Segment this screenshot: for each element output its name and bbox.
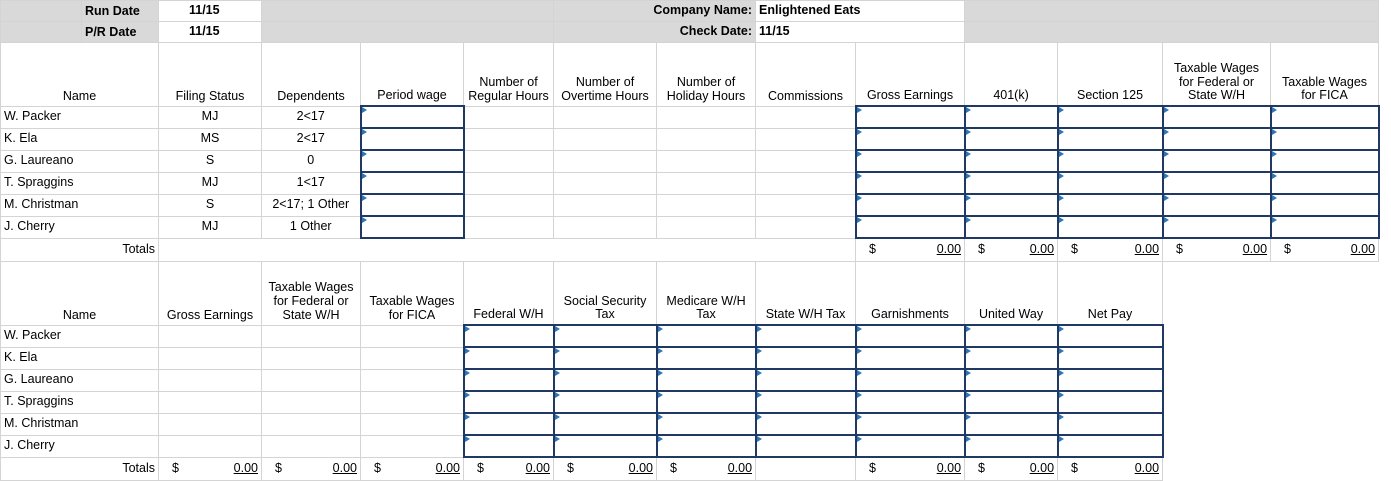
input-cell[interactable] [1058,216,1163,238]
input-cell[interactable] [554,369,657,391]
currency-symbol: $ [477,461,484,476]
input-cell[interactable] [856,172,965,194]
input-cell[interactable] [1271,150,1379,172]
input-cell[interactable] [464,369,554,391]
input-cell[interactable] [554,413,657,435]
column-header: Medicare W/H Tax [657,262,756,326]
total-amount: 0.00 [628,461,654,476]
input-cell[interactable] [1058,391,1163,413]
input-cell[interactable] [554,128,657,150]
input-cell[interactable] [554,435,657,457]
employee-name[interactable]: W. Packer [1,325,159,347]
employee-name[interactable]: M. Christman [1,413,159,435]
column-header: United Way [965,262,1058,326]
column-header: Social Security Tax [554,262,657,326]
totals-label: Totals [1,238,159,262]
total-cell[interactable] [159,457,262,481]
input-cell[interactable] [756,172,856,194]
money-value [1061,243,1159,257]
input-cell[interactable] [464,106,554,128]
employee-name[interactable]: K. Ela [1,347,159,369]
employee-name[interactable]: T. Spraggins [1,172,159,194]
input-cell[interactable] [1271,194,1379,216]
input-cell[interactable] [1271,216,1379,238]
sheet-row [1,194,1379,216]
input-cell[interactable] [1163,194,1271,216]
input-cell[interactable] [361,391,464,413]
company-name-label: Company Name: [554,1,756,22]
sheet-row [1,457,1379,481]
total-amount: 0.00 [435,460,460,475]
blank-cell [159,238,856,262]
total-cell[interactable] [965,238,1058,262]
input-cell[interactable] [657,325,756,347]
input-cell[interactable] [554,347,657,369]
input-cell[interactable] [1058,347,1163,369]
input-cell[interactable] [965,347,1058,369]
input-cell[interactable] [756,106,856,128]
input-cell[interactable] [756,347,856,369]
input-cell[interactable] [856,325,965,347]
input-cell[interactable] [756,150,856,172]
run-date-label: Run Date [81,1,158,21]
input-cell[interactable] [1271,172,1379,194]
input-cell[interactable] [856,435,965,457]
input-cell[interactable] [1163,172,1271,194]
blank-cell [1,1,159,22]
input-cell[interactable] [554,172,657,194]
column-header: Federal W/H [464,262,554,326]
blank-cell [1163,413,1379,435]
blank-cell [1,22,159,43]
column-header: Name [1,43,159,107]
money-value [1274,243,1375,257]
currency-symbol: $ [670,461,677,476]
input-cell[interactable] [159,435,262,457]
total-cell[interactable] [361,457,464,481]
total-amount: 0.00 [936,461,962,476]
sheet-row [1,435,1379,457]
input-cell[interactable] [965,216,1058,238]
currency-symbol: $ [1284,242,1291,257]
currency-symbol: $ [374,460,381,475]
input-cell[interactable] [361,435,464,457]
money-value [1166,243,1267,257]
sheet-row [1,22,1379,43]
column-header: Taxable Wages for Federal or State W/H [262,262,361,326]
sheet-row [1,106,1379,128]
input-cell[interactable] [856,369,965,391]
input-cell[interactable] [756,435,856,457]
column-header: Name [1,262,159,326]
input-cell[interactable] [756,413,856,435]
employee-name[interactable]: W. Packer [1,106,159,128]
employee-name[interactable]: G. Laureano [1,369,159,391]
total-amount: 0.00 [936,242,962,257]
input-cell[interactable] [965,435,1058,457]
total-cell[interactable] [1271,238,1379,262]
input-cell[interactable] [1058,369,1163,391]
input-cell[interactable] [657,150,756,172]
filing-status[interactable]: S [159,150,262,172]
filing-status[interactable]: MJ [159,216,262,238]
column-header: Garnishments [856,262,965,326]
column-header: Gross Earnings [856,43,965,107]
column-header: 401(k) [965,43,1058,107]
money-value [265,462,357,476]
blank-cell [1163,457,1379,481]
total-amount: 0.00 [1029,461,1055,476]
input-cell[interactable] [1271,128,1379,150]
input-cell[interactable] [1163,216,1271,238]
dependents[interactable]: 2<17 [262,106,361,128]
employee-name[interactable]: T. Spraggins [1,391,159,413]
input-cell[interactable] [657,194,756,216]
currency-symbol: $ [869,461,876,476]
total-amount: 0.00 [1134,461,1160,476]
sheet-row [1,369,1379,391]
currency-symbol: $ [1176,242,1183,257]
input-cell[interactable] [657,128,756,150]
input-cell[interactable] [657,216,756,238]
currency-symbol: $ [869,242,876,257]
blank-cell [1163,435,1379,457]
input-cell[interactable] [657,413,756,435]
input-cell[interactable] [965,413,1058,435]
input-cell[interactable] [262,347,361,369]
sheet-row [1,128,1379,150]
input-cell[interactable] [361,172,464,194]
money-value [467,462,550,476]
input-cell[interactable] [965,150,1058,172]
total-amount: 0.00 [525,461,551,476]
total-amount: 0.00 [1029,242,1055,257]
input-cell[interactable] [756,128,856,150]
input-cell[interactable] [361,216,464,238]
input-cell[interactable] [856,150,965,172]
total-cell[interactable] [965,457,1058,481]
input-cell[interactable] [1058,413,1163,435]
employee-name[interactable]: K. Ela [1,128,159,150]
total-cell[interactable] [1058,238,1163,262]
input-cell[interactable] [965,106,1058,128]
input-cell[interactable] [965,128,1058,150]
input-cell[interactable] [657,172,756,194]
employee-name[interactable]: J. Cherry [1,216,159,238]
column-header: Taxable Wages for Federal or State W/H [1163,43,1271,107]
input-cell[interactable] [464,150,554,172]
employee-name[interactable]: J. Cherry [1,435,159,457]
input-cell[interactable] [657,391,756,413]
column-header: Number of Holiday Hours [657,43,756,107]
check-date-value[interactable]: 11/15 [756,22,965,43]
input-cell[interactable] [464,325,554,347]
column-header: Period wage [361,43,464,107]
column-header: Commissions [756,43,856,107]
input-cell[interactable] [554,150,657,172]
check-date-label: Check Date: [554,22,756,43]
column-header: Taxable Wages for FICA [361,262,464,326]
input-cell[interactable] [554,194,657,216]
input-cell[interactable] [464,391,554,413]
dependents[interactable]: 2<17; 1 Other [262,194,361,216]
sheet-row [1,43,1379,107]
employee-name[interactable]: G. Laureano [1,150,159,172]
blank-cell [1163,391,1379,413]
sheet-row [1,238,1379,262]
money-value [364,462,460,476]
total-cell[interactable] [856,238,965,262]
sheet-row [1,262,1379,326]
input-cell[interactable] [856,413,965,435]
filing-status[interactable]: MJ [159,172,262,194]
currency-symbol: $ [1071,242,1078,257]
blank-cell [1163,262,1379,326]
input-cell[interactable] [262,391,361,413]
sheet-row [1,413,1379,435]
currency-symbol: $ [978,461,985,476]
column-header: Net Pay [1058,262,1163,326]
blank-cell [1163,325,1379,347]
input-cell[interactable] [159,391,262,413]
money-value [968,462,1054,476]
input-cell[interactable] [361,106,464,128]
input-cell[interactable] [965,172,1058,194]
input-cell[interactable] [361,369,464,391]
input-cell[interactable] [464,216,554,238]
money-value [859,462,961,476]
total-amount: 0.00 [1350,242,1376,257]
input-cell[interactable] [262,325,361,347]
total-amount: 0.00 [233,460,258,475]
input-cell[interactable] [262,369,361,391]
total-cell[interactable] [1058,457,1163,481]
input-cell[interactable] [1058,325,1163,347]
input-cell[interactable] [856,128,965,150]
input-cell[interactable] [464,435,554,457]
total-cell[interactable] [657,457,756,481]
sheet-row [1,325,1379,347]
money-value [1061,462,1159,476]
sheet-row [1,347,1379,369]
input-cell[interactable] [756,325,856,347]
column-header: Gross Earnings [159,262,262,326]
input-cell[interactable] [965,369,1058,391]
input-cell[interactable] [756,216,856,238]
total-cell[interactable] [464,457,554,481]
filing-status[interactable]: MJ [159,106,262,128]
dependents[interactable]: 1 Other [262,216,361,238]
blank-cell [1,1,81,21]
sheet-row [1,391,1379,413]
input-cell[interactable] [464,413,554,435]
totals-label: Totals [1,457,159,481]
column-header: Section 125 [1058,43,1163,107]
sheet-row [1,216,1379,238]
total-amount: 0.00 [1242,242,1268,257]
currency-symbol: $ [978,242,985,257]
input-cell[interactable] [361,150,464,172]
input-cell[interactable] [856,106,965,128]
input-cell[interactable] [1058,194,1163,216]
input-cell[interactable] [1058,150,1163,172]
total-cell[interactable] [262,457,361,481]
input-cell[interactable] [361,413,464,435]
money-value [557,462,653,476]
currency-symbol: $ [1071,461,1078,476]
blank-cell[interactable] [756,457,856,481]
input-cell[interactable] [361,194,464,216]
input-cell[interactable] [464,172,554,194]
input-cell[interactable] [159,413,262,435]
input-cell[interactable] [159,325,262,347]
pr-date-label: P/R Date [81,22,158,42]
input-cell[interactable] [159,369,262,391]
currency-symbol: $ [567,461,574,476]
pr-date-value[interactable]: 11/15 [159,22,262,43]
money-value [968,243,1054,257]
header-spacer [965,22,1379,43]
header-spacer [965,1,1379,22]
input-cell[interactable] [965,325,1058,347]
input-cell[interactable] [159,347,262,369]
sheet-row [1,1,1379,22]
total-cell[interactable] [554,457,657,481]
total-cell[interactable] [1163,238,1271,262]
input-cell[interactable] [464,347,554,369]
run-date-value[interactable]: 11/15 [159,1,262,22]
input-cell[interactable] [657,369,756,391]
input-cell[interactable] [554,106,657,128]
header-spacer [262,1,554,22]
input-cell[interactable] [657,435,756,457]
column-header: State W/H Tax [756,262,856,326]
input-cell[interactable] [361,347,464,369]
total-amount: 0.00 [727,461,753,476]
input-cell[interactable] [756,369,856,391]
input-cell[interactable] [657,106,756,128]
input-cell[interactable] [657,347,756,369]
input-cell[interactable] [756,194,856,216]
input-cell[interactable] [1058,435,1163,457]
total-amount: 0.00 [332,460,357,475]
employee-name[interactable]: M. Christman [1,194,159,216]
total-amount: 0.00 [1134,242,1160,257]
blank-cell [1163,347,1379,369]
blank-cell [1163,369,1379,391]
column-header: Taxable Wages for FICA [1271,43,1379,107]
input-cell[interactable] [1163,106,1271,128]
input-cell[interactable] [554,325,657,347]
dependents[interactable]: 0 [262,150,361,172]
input-cell[interactable] [1058,128,1163,150]
total-cell[interactable] [856,457,965,481]
column-header: Number of Regular Hours [464,43,554,107]
input-cell[interactable] [756,391,856,413]
input-cell[interactable] [262,413,361,435]
filing-status[interactable]: MS [159,128,262,150]
column-header: Number of Overtime Hours [554,43,657,107]
input-cell[interactable] [965,194,1058,216]
input-cell[interactable] [1058,106,1163,128]
money-value [660,462,752,476]
input-cell[interactable] [1163,150,1271,172]
company-name-value[interactable]: Enlightened Eats [756,1,965,22]
input-cell[interactable] [856,194,965,216]
dependents[interactable]: 1<17 [262,172,361,194]
input-cell[interactable] [1058,172,1163,194]
sheet-row [1,172,1379,194]
header-spacer [262,22,554,43]
column-header: Filing Status [159,43,262,107]
input-cell[interactable] [464,194,554,216]
input-cell[interactable] [554,391,657,413]
input-cell[interactable] [361,128,464,150]
input-cell[interactable] [464,128,554,150]
sheet-row [1,150,1379,172]
filing-status[interactable]: S [159,194,262,216]
input-cell[interactable] [1271,106,1379,128]
input-cell[interactable] [361,325,464,347]
input-cell[interactable] [1163,128,1271,150]
input-cell[interactable] [856,347,965,369]
input-cell[interactable] [965,391,1058,413]
blank-cell [1,22,81,42]
input-cell[interactable] [554,216,657,238]
column-header: Dependents [262,43,361,107]
currency-symbol: $ [275,460,282,475]
dependents[interactable]: 2<17 [262,128,361,150]
money-value [859,243,961,257]
input-cell[interactable] [856,391,965,413]
currency-symbol: $ [172,460,179,475]
money-value [162,462,258,476]
input-cell[interactable] [262,435,361,457]
input-cell[interactable] [856,216,965,238]
